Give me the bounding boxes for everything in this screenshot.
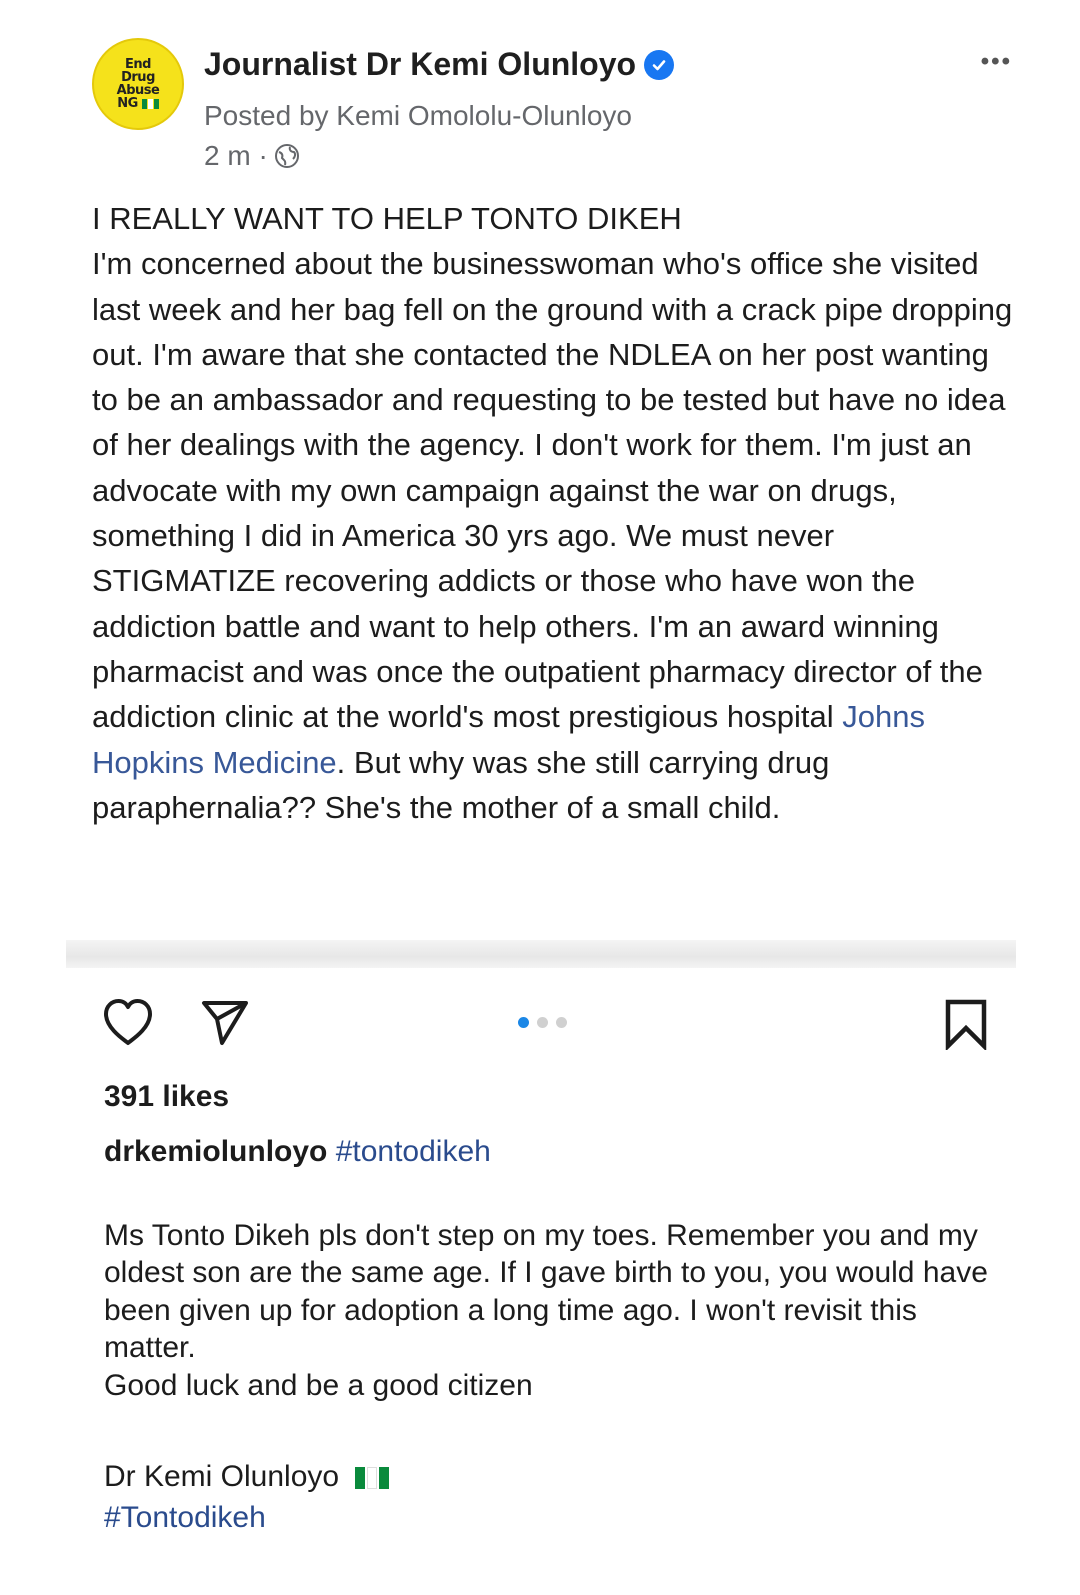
- avatar-text-line-1: End: [125, 57, 151, 72]
- carousel-indicator: [518, 1017, 567, 1028]
- nigeria-flag-icon: [355, 1467, 389, 1489]
- signature: [104, 1456, 389, 1538]
- verified-badge-icon: [644, 50, 674, 80]
- signature-line: [104, 1456, 389, 1497]
- post-text-part-1: I'm concerned about the businesswoman who's office she visited last week and her bag fell on the ground with a crack pipe dropping out. I'm aware that she contacted the NDLEA on her post wanting to be an ambassador and requesting to be tested but have no idea of her dealings with the agency. I don't work for them. I'm just an advocate with my own campaign against the war on drugs, something I did in America 30 yrs ago. We must never STIGMATIZE recovering addicts or those who have won the addiction battle and want to help others. I'm an award winning pharmacist and was once the outpatient pharmacy director of the addiction clinic at the world's most prestigious hospital: [92, 246, 1013, 735]
- signature-hashtag[interactable]: #Tontodikeh: [104, 1501, 266, 1534]
- bookmark-icon[interactable]: [942, 998, 990, 1050]
- carousel-dot-2: [537, 1017, 548, 1028]
- avatar-text-line-2: Drug: [121, 70, 155, 85]
- carousel-dot-3: [556, 1017, 567, 1028]
- caption: [104, 1135, 491, 1169]
- more-dots-icon[interactable]: •••: [980, 48, 1012, 75]
- johns-hopkins-link[interactable]: Johns Hopkins Medicine: [92, 699, 926, 780]
- page-avatar[interactable]: [92, 38, 184, 130]
- share-send-icon[interactable]: [200, 997, 250, 1047]
- caption-message: [104, 1217, 1004, 1404]
- like-heart-icon[interactable]: [100, 995, 156, 1051]
- post-text-part-2: . But why was she still carrying drug paraphernalia?? She's the mother of a small child.: [92, 744, 830, 825]
- post-body: [92, 196, 1022, 830]
- signature-name: Dr Kemi Olunloyo: [104, 1460, 340, 1493]
- carousel-dot-1: [518, 1017, 529, 1028]
- post-time[interactable]: 2 m ·: [204, 140, 268, 171]
- globe-icon: [274, 143, 300, 169]
- message-paragraph: Ms Tonto Dikeh pls don't step on my toes. Remember you and my oldest son are the same age. If I gave birth to you, you would have been given up for adoption a long time ago. I won't revisit this matter.: [104, 1219, 988, 1365]
- post-text: [92, 241, 1022, 830]
- screenshot-divider: [66, 940, 1016, 968]
- post-headline: I REALLY WANT TO HELP TONTO DIKEH: [92, 201, 682, 236]
- caption-hashtag[interactable]: #tontodikeh: [335, 1135, 491, 1168]
- message-closing: Good luck and be a good citizen: [104, 1368, 533, 1402]
- avatar-text-line-3: Abuse: [116, 83, 160, 98]
- likes-count[interactable]: 391 likes: [104, 1080, 230, 1113]
- post-meta: [204, 140, 300, 172]
- action-bar: [100, 995, 1000, 1055]
- page-name[interactable]: [204, 46, 674, 83]
- avatar-text-ng: NG: [117, 96, 138, 111]
- posted-by-label[interactable]: Posted by Kemi Omololu-Olunloyo: [204, 100, 632, 131]
- caption-username[interactable]: drkemiolunloyo: [104, 1135, 328, 1168]
- avatar-text-line-4: [117, 97, 159, 110]
- page-name-text: Journalist Dr Kemi Olunloyo: [204, 46, 637, 82]
- nigeria-flag-icon: [142, 99, 159, 109]
- post-header: [92, 38, 1042, 178]
